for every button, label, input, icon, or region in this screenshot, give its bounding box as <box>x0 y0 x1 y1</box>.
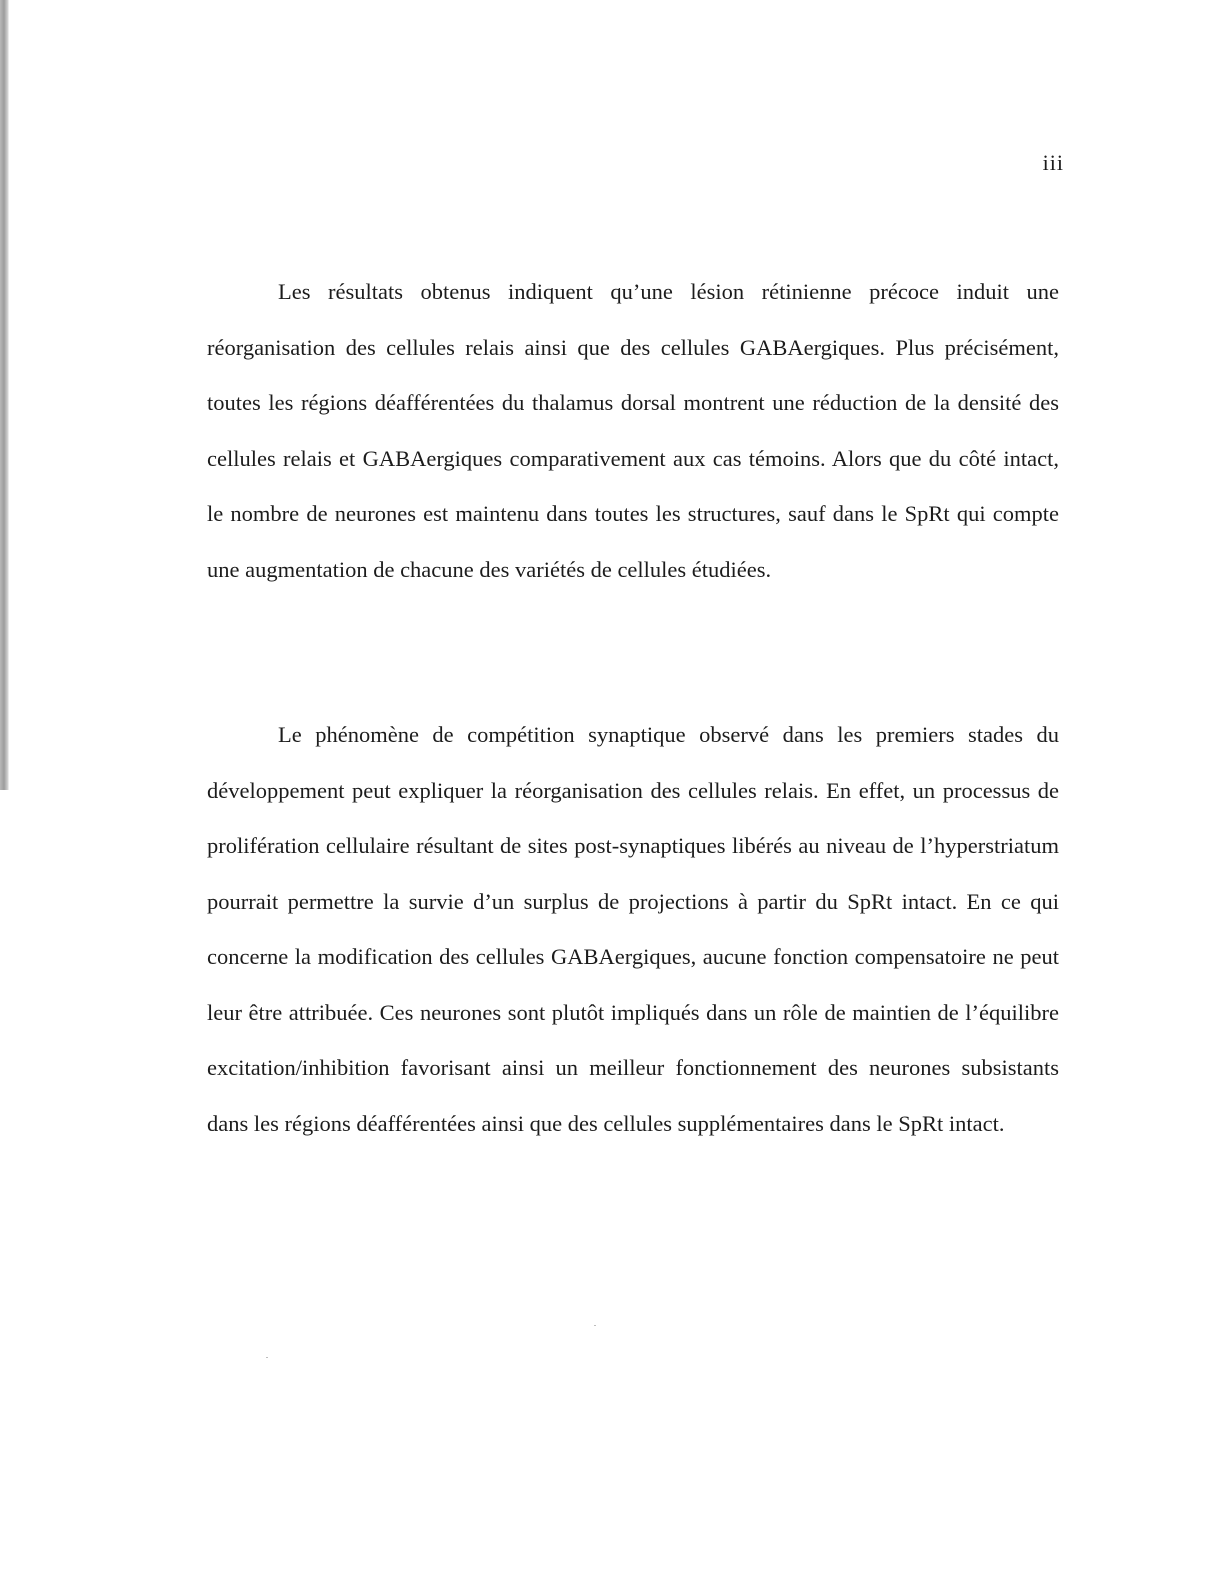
page-number: iii <box>1042 150 1064 175</box>
scan-binding-edge <box>0 0 9 790</box>
scan-speck <box>594 1325 596 1326</box>
paragraph-results: Les résultats obtenus indiquent qu’une lésion rétinienne précoce induit une réorganisation des cellules relais ainsi que des cellules GABAergiques. Plus précisément, toutes les régions déafférentées du thalamus dorsal montrent une réduction de la densité des cellules relais et GABAergiques comparativement aux cas témoins. Alors que du côté intact, le nombre de neurones est maintenu dans toutes les structures, sauf dans le SpRt qui compte une augmentation de chacune des variétés de cellules étudiées. <box>207 279 1059 582</box>
paragraph-discussion: Le phénomène de compétition synaptique observé dans les premiers stades du développement peut expliquer la réorganisation des cellules relais. En effet, un processus de prolifération cellulaire résultant de sites post-synaptiques libérés au niveau de l’hyperstriatum pourrait permettre la survie d’un surplus de projections à partir du SpRt intact. En ce qui concerne la modification des cellules GABAergiques, aucune fonction compensatoire ne peut leur être attribuée. Ces neurones sont plutôt impliqués dans un rôle de maintien de l’équilibre excitation/inhibition favorisant ainsi un meilleur fonctionnement des neurones subsistants dans les régions déafférentées ainsi que des cellules supplémentaires dans le SpRt intact. <box>207 722 1059 1136</box>
scan-speck <box>266 1357 268 1358</box>
